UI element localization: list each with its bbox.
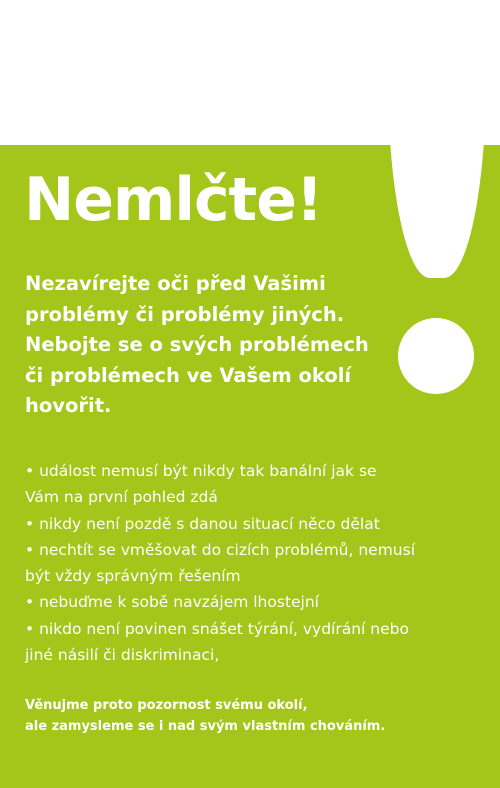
closing-text (25, 695, 485, 737)
bullet-line: • událost nemusí být nikdy tak banální jak se (25, 462, 377, 480)
page-title: Nemlčte! (24, 165, 323, 235)
closing-line: ale zamysleme se i nad svým vlastním chováním. (25, 719, 386, 734)
intro-line: či problémech ve Vašem okolí (25, 363, 352, 387)
intro-text (25, 269, 405, 422)
intro-line: problémy či problémy jiných. (25, 302, 345, 326)
bullet-line: • nikdo není povinen snášet týrání, vydírání nebo (25, 619, 409, 638)
intro-line: Nebojte se o svých problémech (25, 333, 369, 356)
intro-line: hovořit. (25, 394, 112, 417)
bullet-line: Vám na první pohled zdá (25, 488, 218, 507)
closing-line: Věnujme proto pozornost svému okolí, (25, 698, 308, 713)
bullet-line: • nebuďme k sobě navzájem lhostejní (25, 593, 319, 612)
intro-line: Nezavírejte oči před Vašimi (25, 272, 326, 295)
bullet-line: jiné násilí či diskriminaci, (25, 646, 220, 665)
exclamation-dot (398, 318, 474, 394)
bullet-line: • nechtít se vměšovat do cizích problémů, nemusí (25, 540, 416, 559)
bullet-line: být vždy správným řešením (25, 567, 241, 586)
bullet-list (25, 458, 485, 668)
bullet-line: • nikdy není pozdě s danou situací něco dělat (25, 514, 380, 533)
